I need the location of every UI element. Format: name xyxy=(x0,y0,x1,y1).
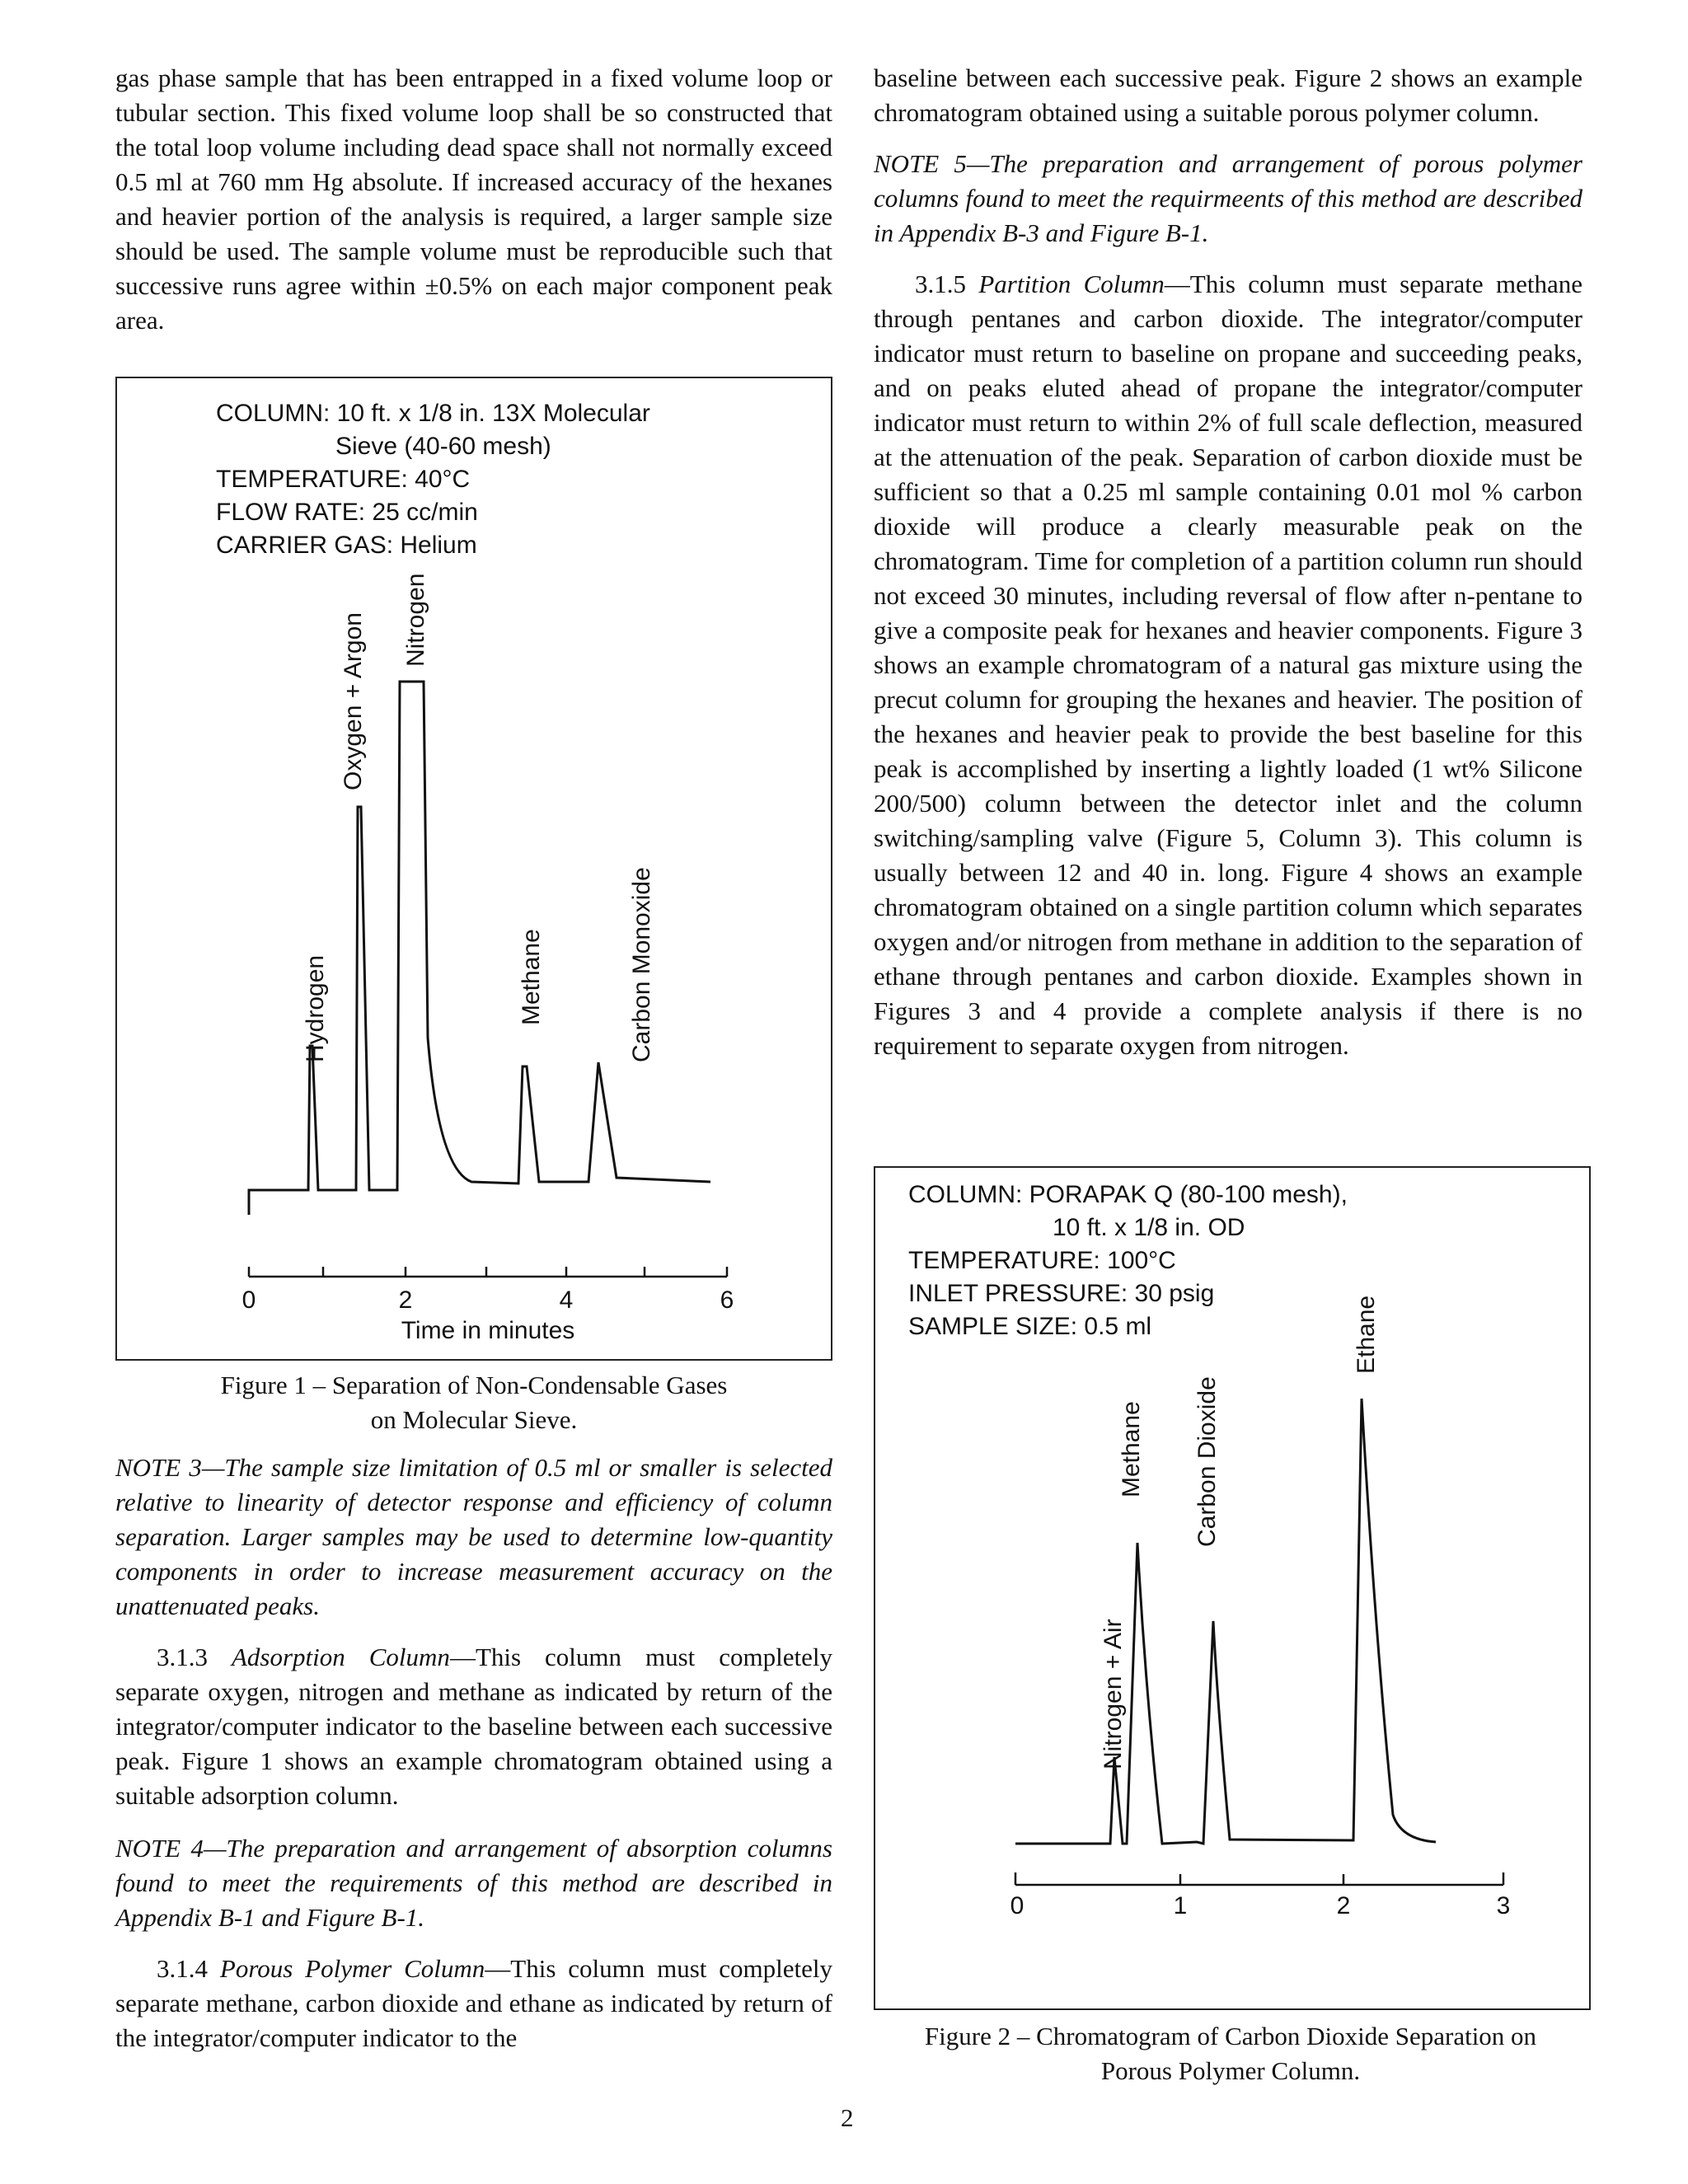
fig2-info-temperature: TEMPERATURE: 100°C xyxy=(908,1247,1176,1274)
fig2-info-column: COLUMN: PORAPAK Q (80-100 mesh), xyxy=(908,1181,1348,1208)
fig1-tick-label-2: 2 xyxy=(398,1286,413,1314)
figure-1-caption-line1: Figure 1 – Separation of Non-Condensable Gases xyxy=(220,1371,728,1399)
section-3-1-5 xyxy=(874,267,1582,1063)
fig1-tick-label-4: 4 xyxy=(559,1286,574,1314)
paragraph-intro: gas phase sample that has been entrapped in a fixed volume loop or tubular section. This fixed volume loop shall be so constructed that the total loop volume including dead space shall not normally exceed 0.5 ml at 760 mm Hg absolute. If increased accuracy of the hexanes and heavier portion of the analysis is required, a larger sample size should be used. The sample volume must be reproducible such that successive runs agree within ±0.5% on each major component peak area. xyxy=(115,63,832,335)
figure-1-chart xyxy=(117,378,831,1359)
fig2-peak-label-carbon-dioxide: Carbon Dioxide xyxy=(1193,1376,1221,1547)
figure-1-caption-line2: on Molecular Sieve. xyxy=(370,1405,578,1434)
fig2-peak-label-nitrogen-air: Nitrogen + Air xyxy=(1100,1619,1127,1769)
section-3-1-4 xyxy=(115,1952,832,2055)
section-3-1-4-number: 3.1.4 xyxy=(157,1954,208,1983)
fig1-info-column: COLUMN: 10 ft. x 1/8 in. 13X Molecular xyxy=(216,400,650,427)
fig1-axis-ticks xyxy=(249,1267,727,1277)
right-column xyxy=(874,61,1582,1075)
figure-2-chart xyxy=(875,1168,1589,2008)
fig1-tick-label-6: 6 xyxy=(720,1286,734,1314)
fig1-info-sieve: Sieve (40-60 mesh) xyxy=(335,433,551,460)
section-3-1-5-text: —This column must separate methane through pentanes and carbon dioxide. The integrator/computer indicator must return to baseline on propane and succeeding peaks, and on peaks eluted ahead of propane the integrator/computer indicator must return to within 2% of full scale deflection, measured at the attenuation of the peak. Separation of carbon dioxide must be sufficient so that a 0.25 ml sample containing 0.01 mol % carbon dioxide will produce a clearly measurable peak on the chromatogram. Time for completion of a partition column run should not exceed 30 minutes, including reversal of flow after n-pentane to give a composite peak for hexanes and heavier components. Figure 3 shows an example chromatogram of a natural gas mixture using the precut column for grouping the hexanes and heavier. The position of the hexanes and heavier peak to provide the best baseline for this peak is accomplished by inserting a lightly loaded (1 wt% Silicone 200/500) column between the detector inlet and the column switching/sampling valve (Figure 5, Column 3). This column is usually between 12 and 40 in. long. Figure 4 shows an example chromatogram obtained on a single partition column which separates oxygen and/or nitrogen from methane in addition to the separation of ethane through pentanes and carbon dioxide. Examples shown in Figures 3 and 4 provide a complete analysis if there is no requirement to separate oxygen from nitrogen. xyxy=(874,269,1582,1060)
fig1-peak-label-oxygen-argon: Oxygen + Argon xyxy=(340,612,367,790)
figure-1-caption xyxy=(115,1368,832,1437)
fig2-tick-label-2: 2 xyxy=(1336,1892,1351,1919)
figure-2-caption-line2: Porous Polymer Column. xyxy=(1100,2056,1361,2085)
figure-2 xyxy=(874,1166,1591,2010)
figure-2-caption xyxy=(874,2019,1587,2088)
left-column-bottom xyxy=(115,1451,832,2067)
fig2-tick-label-0: 0 xyxy=(1010,1892,1025,1919)
note-5: NOTE 5—The preparation and arrangement of porous polymer columns found to meet the requirmeents of this method are described in Appendix B-3 and Figure B-1. xyxy=(874,149,1582,247)
section-3-1-4-text: —This column must completely separate methane, carbon dioxide and ethane as indicated by return of the integrator/computer indicator to the xyxy=(115,1954,833,2052)
fig1-info-temperature: TEMPERATURE: 40°C xyxy=(216,466,471,493)
fig1-info-carrier-gas: CARRIER GAS: Helium xyxy=(216,532,477,559)
section-3-1-5-title: Partition Column xyxy=(978,269,1165,298)
section-3-1-3-title: Adsorption Column xyxy=(231,1643,450,1671)
fig2-info-sample-size: SAMPLE SIZE: 0.5 ml xyxy=(908,1313,1152,1340)
fig2-info-size: 10 ft. x 1/8 in. OD xyxy=(1053,1214,1245,1241)
page-number: 2 xyxy=(841,2103,854,2132)
fig1-tick-label-0: 0 xyxy=(241,1286,256,1314)
section-3-1-4-title: Porous Polymer Column xyxy=(219,1954,485,1983)
paragraph-continued: baseline between each successive peak. Figure 2 shows an example chromatogram obtained using a suitable porous polymer column. xyxy=(874,63,1582,127)
fig2-chromatogram-trace xyxy=(1015,1399,1436,1844)
fig1-peak-label-nitrogen: Nitrogen xyxy=(402,573,429,667)
section-3-1-5-number: 3.1.5 xyxy=(915,269,966,298)
section-3-1-3-number: 3.1.3 xyxy=(157,1643,208,1671)
fig1-info-flow-rate: FLOW RATE: 25 cc/min xyxy=(216,499,478,526)
fig1-peak-label-hydrogen: Hydrogen xyxy=(302,954,329,1062)
figure-1 xyxy=(115,377,832,1361)
note-4: NOTE 4—The preparation and arrangement of absorption columns found to meet the requirements of this method are described in Appendix B-1 and Figure B-1. xyxy=(115,1834,832,1932)
section-3-1-3-text: —This column must completely separate oxygen, nitrogen and methane as indicated by return of the integrator/computer indicator to the baseline between each successive peak. Figure 1 shows an example chromatogram obtained using a suitable adsorption column. xyxy=(115,1643,832,1810)
fig2-tick-label-3: 3 xyxy=(1496,1892,1511,1919)
left-column-top xyxy=(115,61,832,349)
fig2-axis-ticks xyxy=(1015,1872,1503,1885)
fig1-x-axis-label: Time in minutes xyxy=(401,1317,575,1344)
fig1-peak-label-carbon-monoxide: Carbon Monoxide xyxy=(628,867,655,1062)
fig2-info-inlet-pressure: INLET PRESSURE: 30 psig xyxy=(908,1280,1215,1307)
fig2-peak-label-methane: Methane xyxy=(1118,1401,1145,1497)
figure-2-caption-line1: Figure 2 – Chromatogram of Carbon Dioxide Separation on xyxy=(924,2022,1537,2050)
fig2-peak-label-ethane: Ethane xyxy=(1353,1295,1380,1374)
note-3: NOTE 3—The sample size limitation of 0.5 ml or smaller is selected relative to linearity of detector response and efficiency of column separation. Larger samples may be used to determine low-quantity components in order to increase measurement accuracy on the unattenuated peaks. xyxy=(115,1453,832,1620)
fig1-peak-label-methane: Methane xyxy=(518,929,545,1025)
section-3-1-3 xyxy=(115,1640,832,1813)
fig2-tick-label-1: 1 xyxy=(1173,1892,1188,1919)
